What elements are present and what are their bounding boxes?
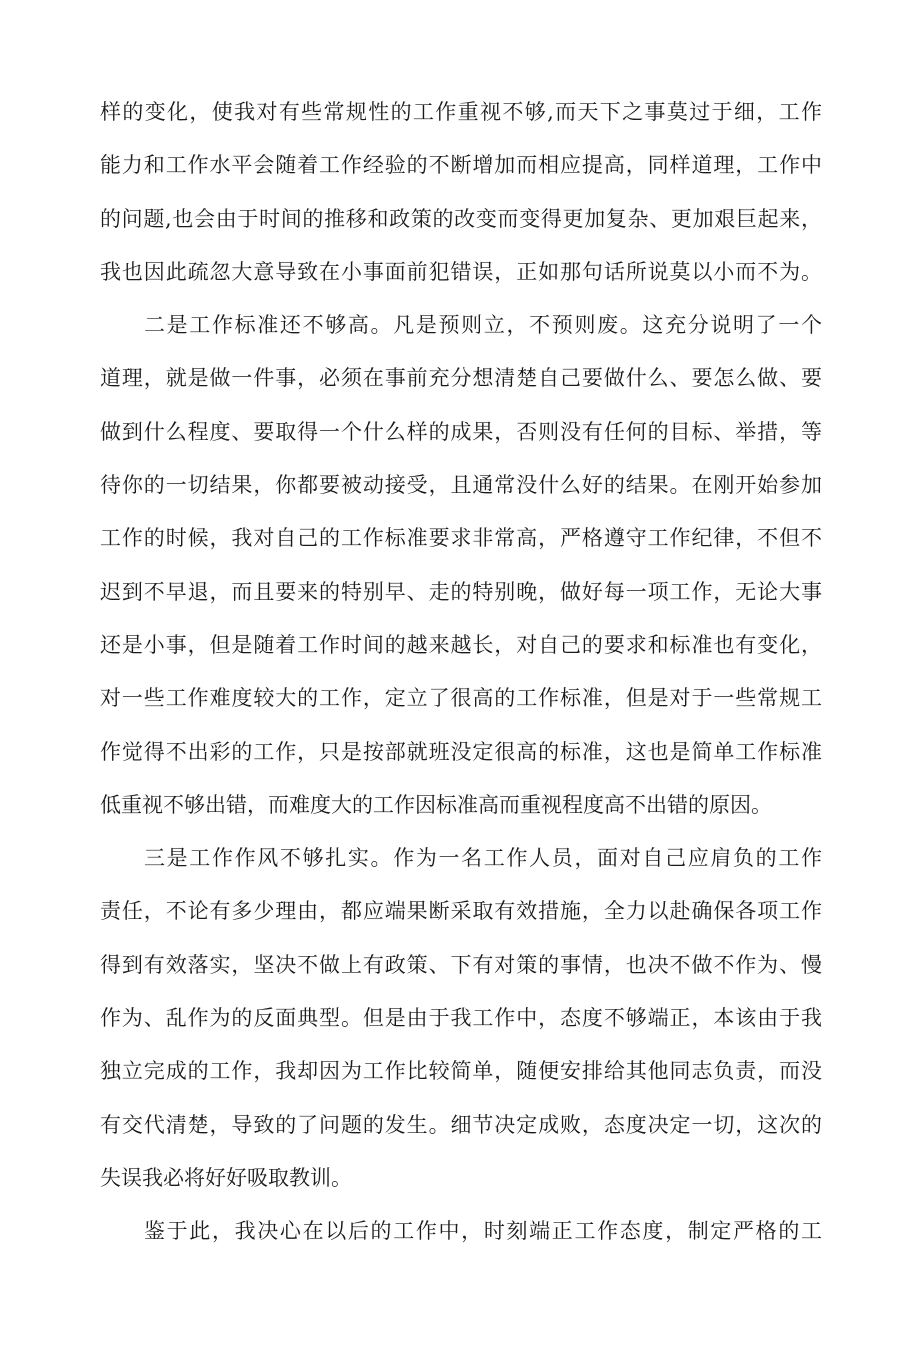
text-line: 能力和工作水平会随着工作经验的不断增加而相应提高，同样道理，工作中 <box>100 153 822 178</box>
text-line: 做到什么程度、要取得一个什么样的成果，否则没有任何的目标、举措，等 <box>100 419 822 444</box>
text-line: 作为、乱作为的反面典型。但是由于我工作中，态度不够端正，本该由于我 <box>100 1006 822 1031</box>
text-line: 还是小事，但是随着工作时间的越来越长，对自己的要求和标准也有变化， <box>100 632 822 657</box>
text-line: 工作的时候，我对自己的工作标准要求非常高，严格遵守工作纪律，不但不 <box>100 526 822 551</box>
text-line: 待你的一切结果，你都要被动接受，且通常没什么好的结果。在刚开始参加 <box>100 473 822 498</box>
text-line: 失误我必将好好吸取教训。 <box>100 1165 352 1190</box>
text-line: 责任，不论有多少理由，都应端果断采取有效措施，全力以赴确保各项工作 <box>100 899 822 924</box>
document-page <box>100 94 822 1267</box>
text-line: 低重视不够出错，而难度大的工作因标准高而重视程度高不出错的原因。 <box>100 792 772 817</box>
text-line: 样的变化，使我对有些常规性的工作重视不够,而天下之事莫过于细，工作 <box>100 100 822 124</box>
text-line: 三是工作作风不够扎实。作为一名工作人员，面对自己应肩负的工作 <box>144 846 822 871</box>
text-line: 道理，就是做一件事，必须在事前充分想清楚自己要做什么、要怎么做、要 <box>100 366 822 391</box>
text-line: 二是工作标准还不够高。凡是预则立，不预则废。这充分说明了一个 <box>144 313 822 338</box>
text-line: 有交代清楚，导致的了问题的发生。细节决定成败，态度决定一切，这次的 <box>100 1112 822 1137</box>
text-line: 鉴于此，我决心在以后的工作中，时刻端正工作态度，制定严格的工 <box>144 1219 822 1244</box>
text-line: 我也因此疏忽大意导致在小事面前犯错误，正如那句话所说莫以小而不为。 <box>100 259 822 284</box>
text-line: 独立完成的工作，我却因为工作比较简单，随便安排给其他同志负责，而没 <box>100 1059 822 1084</box>
text-line: 作觉得不出彩的工作，只是按部就班没定很高的标准，这也是简单工作标准 <box>100 739 822 764</box>
text-line: 对一些工作难度较大的工作，定立了很高的工作标准，但是对于一些常规工 <box>100 686 822 711</box>
text-line: 的问题,也会由于时间的推移和政策的改变而变得更加复杂、更加艰巨起来， <box>100 206 822 231</box>
text-line: 得到有效落实，坚决不做上有政策、下有对策的事情，也决不做不作为、慢 <box>100 952 822 977</box>
text-line: 迟到不早退，而且要来的特别早、走的特别晚，做好每一项工作，无论大事 <box>100 579 822 604</box>
